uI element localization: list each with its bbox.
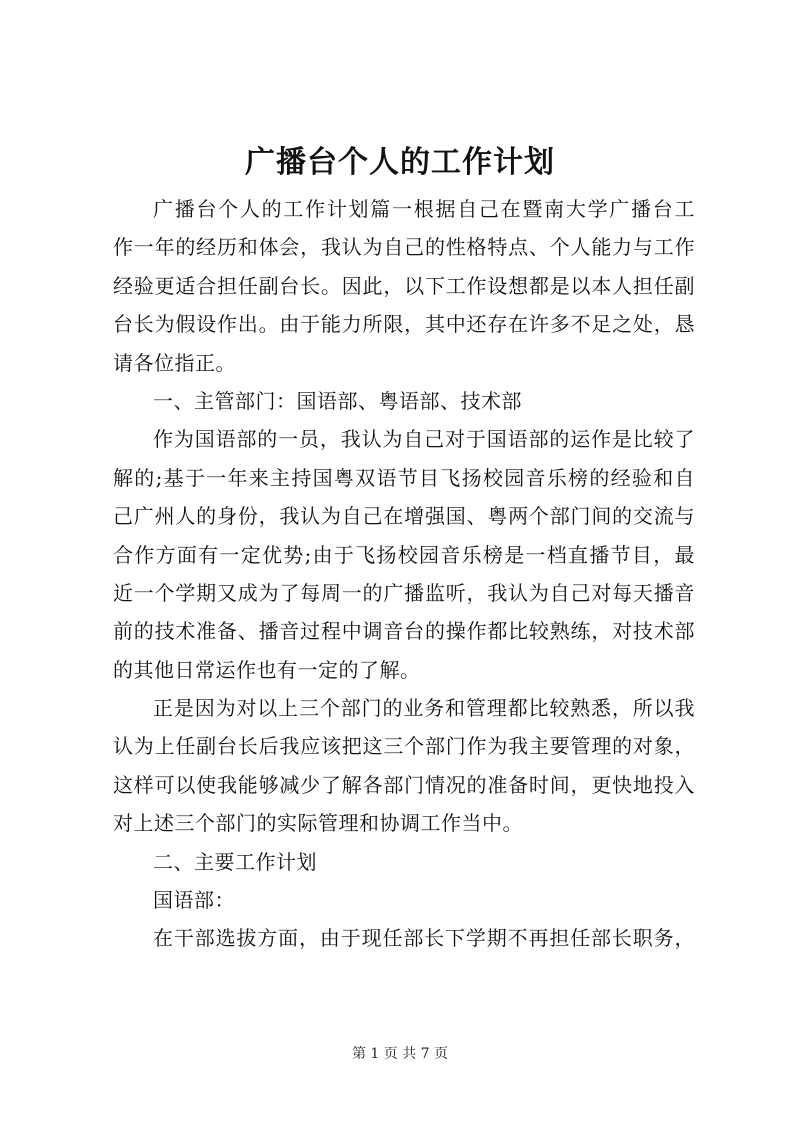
- text-line: 正是因为对以上三个部门的业务和管理都比较熟悉，所以我: [153, 696, 695, 721]
- text-line: 前的技术准备、播音过程中调音台的操作都比较熟练，对技术部: [113, 619, 695, 644]
- text-line: 对上述三个部门的实际管理和协调工作当中。: [113, 811, 523, 836]
- document-body: [113, 190, 695, 958]
- text-line: 请各位指正。: [113, 350, 236, 375]
- text-line: 广播台个人的工作计划篇一根据自己在暨南大学广播台工: [153, 197, 695, 221]
- text-line: 解的;基于一年来主持国粤双语节目飞扬校园音乐榜的经验和自: [113, 465, 695, 490]
- text-line: 作为国语部的一员，我认为自己对于国语部的运作是比较了: [153, 427, 695, 452]
- section-heading: 一、主管部门：国语部、粤语部、技术部: [153, 388, 522, 413]
- text-line: 认为上任副台长后我应该把这三个部门作为我主要管理的对象，: [113, 734, 695, 759]
- text-line: 己广州人的身份，我认为自己在增强国、粤两个部门间的交流与: [113, 504, 695, 529]
- text-line: 近一个学期又成为了每周一的广播监听，我认为自己对每天播音: [113, 580, 695, 605]
- subsection-heading: 国语部：: [153, 888, 235, 913]
- document-title: 广播台个人的工作计划: [245, 145, 555, 180]
- text-line: 合作方面有一定优势;由于飞扬校园音乐榜是一档直播节目，最: [113, 542, 695, 567]
- section-heading: 二、主要工作计划: [153, 849, 317, 874]
- text-line: 在干部选拔方面，由于现任部长下学期不再担任部长职务，: [153, 926, 695, 951]
- text-line: 的其他日常运作也有一定的了解。: [113, 657, 421, 682]
- text-line: 台长为假设作出。由于能力所限，其中还存在许多不足之处，恳: [113, 312, 695, 337]
- text-line: 经验更适合担任副台长。因此，以下工作设想都是以本人担任副: [113, 273, 695, 298]
- text-line: 这样可以使我能够减少了解各部门情况的准备时间，更快地投入: [113, 772, 695, 797]
- page-footer: 第 1 页 共 7 页: [351, 1046, 449, 1062]
- text-line: 作一年的经历和体会，我认为自己的性格特点、个人能力与工作: [113, 235, 695, 260]
